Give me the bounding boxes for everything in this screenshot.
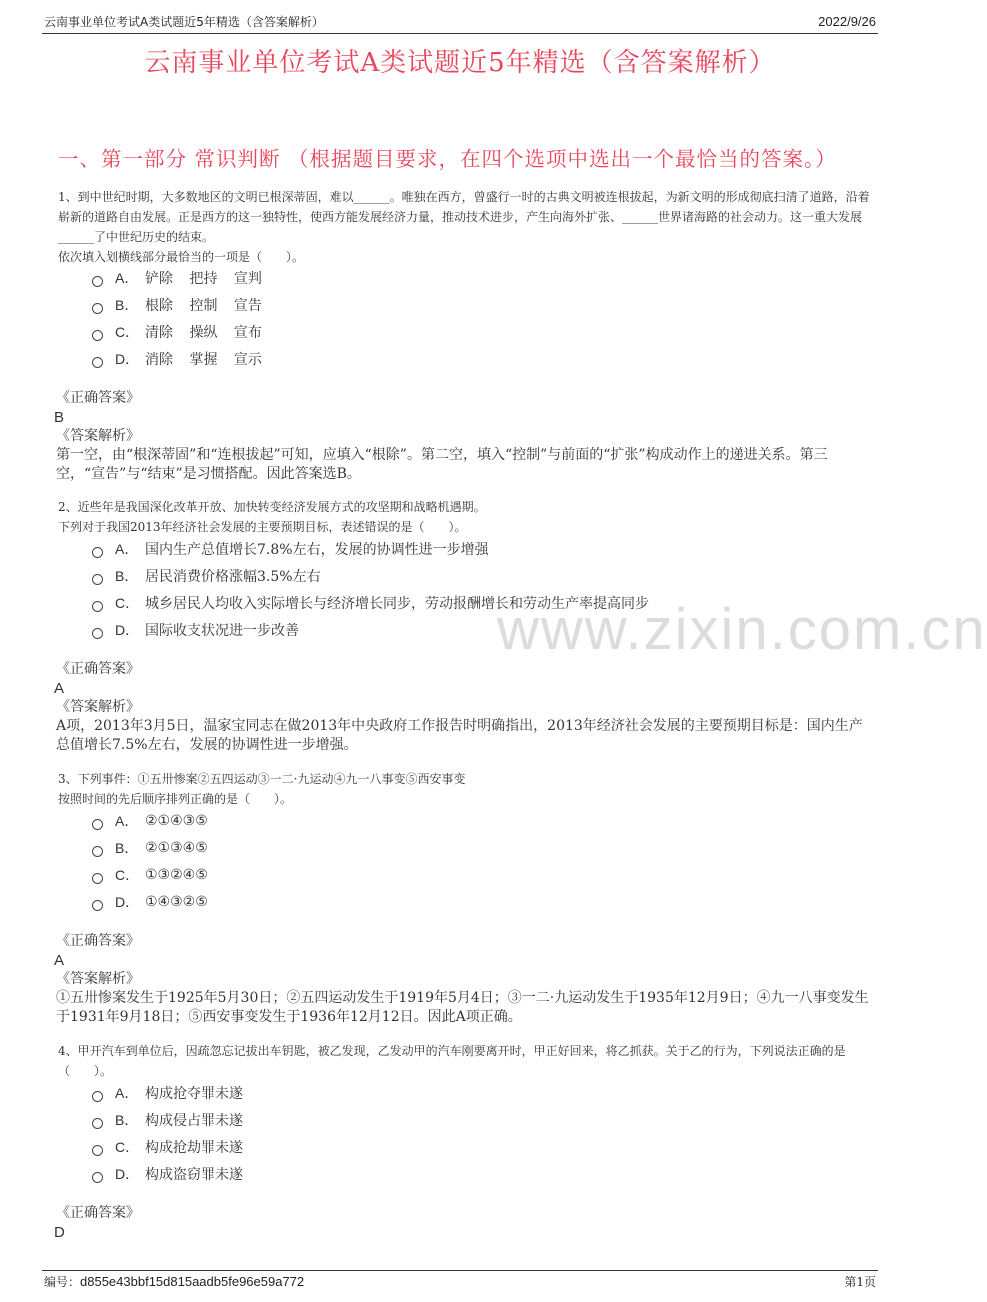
option-b[interactable]: [92, 291, 262, 318]
option-a[interactable]: [92, 1079, 243, 1106]
option-label: A．: [115, 1084, 139, 1101]
answer-block-2: [56, 660, 870, 755]
page-number: 第1页: [844, 1275, 876, 1289]
radio-icon[interactable]: [92, 819, 103, 830]
option-d[interactable]: [92, 345, 262, 372]
page-header: [42, 13, 878, 34]
answer-block-4: [56, 1204, 870, 1242]
option-text: 构成抢劫罪未遂: [145, 1139, 243, 1156]
radio-icon[interactable]: [92, 601, 103, 612]
question-3: [58, 769, 870, 809]
question-prompt: 按照时间的先后顺序排列正确的是（ ）。: [58, 792, 293, 806]
radio-icon[interactable]: [92, 330, 103, 341]
option-label: A．: [115, 812, 139, 829]
option-label: D．: [115, 893, 140, 910]
option-b[interactable]: [92, 1106, 243, 1133]
correct-answer-label: 《正确答案》: [56, 661, 140, 677]
option-text: 消除 掌握 宣示: [145, 351, 262, 368]
radio-icon[interactable]: [92, 846, 103, 857]
question-2: [58, 497, 870, 537]
option-c[interactable]: [92, 318, 262, 345]
correct-answer-label: 《正确答案》: [56, 1205, 140, 1221]
radio-icon[interactable]: [92, 357, 103, 368]
question-prompt: 依次填入划横线部分最恰当的一项是（ ）。: [58, 250, 305, 264]
radio-icon[interactable]: [92, 574, 103, 585]
option-label: B．: [115, 1111, 139, 1128]
option-a[interactable]: [92, 535, 649, 562]
analysis-text: 第一空，由“根深蒂固”和“连根拔起”可知，应填入“根除”。第二空，填入“控制”与前面的“扩张”构成动作上的递进关系。第三空，“宣告”与“结束”是习惯搭配。因此答案选B。: [56, 447, 828, 482]
option-text: 铲除 把持 宣判: [145, 270, 262, 287]
question-stem: 2、近些年是我国深化改革开放、加快转变经济发展方式的攻坚期和战略机遇期。: [58, 500, 486, 514]
correct-answer: A: [54, 952, 65, 969]
option-text: 城乡居民人均收入实际增长与经济增长同步，劳动报酬增长和劳动生产率提高同步: [145, 595, 649, 612]
option-b[interactable]: [92, 562, 649, 589]
question-stem: 1、到中世纪时期，大多数地区的文明已根深蒂固，难以______。唯独在西方，曾盛行一时的古典文明被连根拔起，为新文明的形成彻底扫清了道路，沿着崭新的道路自由发展。正是西方的这一独特性，使西方能发展经济力量，推动技术进步，产生向海外扩张、______世界诸海路的社会动力。这一重大发展______了中世纪历史的结束。: [58, 190, 870, 244]
correct-answer: A: [54, 680, 65, 697]
radio-icon[interactable]: [92, 1172, 103, 1183]
option-text: 国内生产总值增长7.8%左右，发展的协调性进一步增强: [145, 541, 489, 558]
analysis-text: A项，2013年3月5日，温家宝同志在做2013年中央政府工作报告时明确指出，2013年经济社会发展的主要预期目标是：国内生产总值增长7.5%左右，发展的协调性进一步增强。: [56, 718, 863, 753]
header-doc-name: 云南事业单位考试A类试题近5年精选（含答案解析）: [44, 15, 324, 29]
option-label: C．: [115, 1138, 140, 1155]
option-text: 构成侵占罪未遂: [145, 1112, 243, 1129]
option-text: 构成盗窃罪未遂: [145, 1166, 243, 1183]
option-text: 构成抢夺罪未遂: [145, 1085, 243, 1102]
question-1: [58, 187, 870, 267]
radio-icon[interactable]: [92, 276, 103, 287]
option-b[interactable]: [92, 834, 208, 861]
option-label: B．: [115, 839, 139, 856]
option-label: D．: [115, 621, 140, 638]
analysis-label: 《答案解析》: [56, 699, 140, 715]
page-footer: [42, 1270, 878, 1295]
document-id-label: 编号：: [44, 1275, 81, 1289]
correct-answer-label: 《正确答案》: [56, 933, 140, 949]
option-label: A．: [115, 540, 139, 557]
option-text: 根除 控制 宣告: [145, 297, 262, 314]
question-4: [58, 1041, 870, 1081]
option-d[interactable]: [92, 1160, 243, 1187]
document-title: 云南事业单位考试A类试题近5年精选（含答案解析）: [144, 48, 776, 78]
answer-block-3: [56, 932, 870, 1027]
radio-icon[interactable]: [92, 303, 103, 314]
option-label: C．: [115, 866, 140, 883]
radio-icon[interactable]: [92, 873, 103, 884]
header-date: 2022/9/26: [818, 14, 876, 29]
option-text: 国际收支状况进一步改善: [145, 622, 299, 639]
option-label: D．: [115, 350, 140, 367]
radio-icon[interactable]: [92, 1091, 103, 1102]
analysis-label: 《答案解析》: [56, 971, 140, 987]
answer-block-1: [56, 389, 870, 484]
option-label: C．: [115, 323, 140, 340]
option-text: ①④③②⑤: [145, 893, 208, 910]
radio-icon[interactable]: [92, 1118, 103, 1129]
option-a[interactable]: [92, 264, 262, 291]
radio-icon[interactable]: [92, 628, 103, 639]
option-label: B．: [115, 296, 139, 313]
option-label: A．: [115, 269, 139, 286]
option-text: ②①③④⑤: [145, 839, 208, 856]
option-text: 居民消费价格涨幅3.5%左右: [145, 568, 321, 585]
option-label: C．: [115, 594, 140, 611]
option-d[interactable]: [92, 888, 208, 915]
option-label: D．: [115, 1165, 140, 1182]
question-prompt: 下列对于我国2013年经济社会发展的主要预期目标，表述错误的是（ ）。: [58, 520, 467, 534]
option-label: B．: [115, 567, 139, 584]
option-text: 清除 操纵 宣布: [145, 324, 262, 341]
radio-icon[interactable]: [92, 1145, 103, 1156]
option-a[interactable]: [92, 807, 208, 834]
analysis-label: 《答案解析》: [56, 428, 140, 444]
correct-answer: B: [54, 409, 65, 426]
document-id: [44, 1272, 304, 1292]
analysis-text: ①五卅惨案发生于1925年5月30日；②五四运动发生于1919年5月4日；③一二·九运动发生于1935年12月9日；④九一八事变发生于1931年9月18日；⑤西安事变发生于1936年12月12日。因此A项正确。: [56, 990, 869, 1025]
option-text: ①③②④⑤: [145, 866, 208, 883]
option-c[interactable]: [92, 1133, 243, 1160]
option-c[interactable]: [92, 861, 208, 888]
options-1: [92, 264, 262, 372]
watermark: www.zixin.com.cn: [497, 597, 987, 662]
correct-answer-label: 《正确答案》: [56, 390, 140, 406]
section-heading: 一、第一部分 常识判断 （根据题目要求，在四个选项中选出一个最恰当的答案。）: [58, 147, 837, 171]
document-id-value: d855e43bbf15d815aadb5fe96e59a772: [80, 1274, 305, 1289]
radio-icon[interactable]: [92, 900, 103, 911]
options-4: [92, 1079, 243, 1187]
question-stem: 4、甲开汽车到单位后，因疏忽忘记拔出车钥匙，被乙发现，乙发动甲的汽车刚要离开时，甲正好回来，将乙抓获。关于乙的行为，下列说法正确的是（ ）。: [58, 1044, 846, 1078]
option-text: ②①④③⑤: [145, 812, 208, 829]
options-3: [92, 807, 208, 915]
question-stem: 3、下列事件：①五卅惨案②五四运动③一二·九运动④九一八事变⑤西安事变: [58, 772, 466, 786]
correct-answer: D: [54, 1224, 65, 1241]
radio-icon[interactable]: [92, 547, 103, 558]
